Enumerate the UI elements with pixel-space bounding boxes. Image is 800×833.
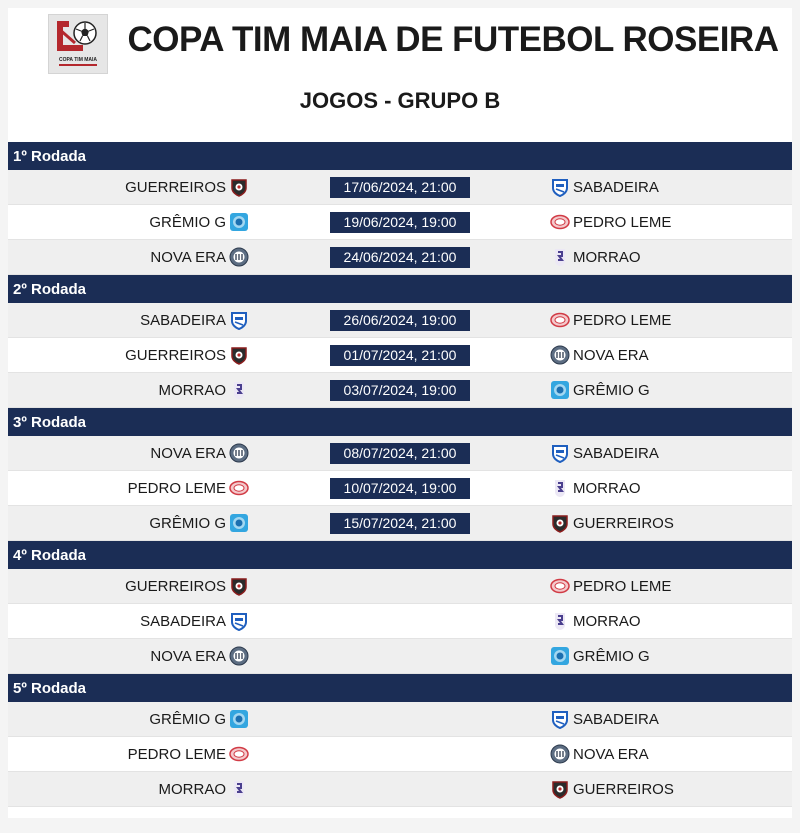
away-team-name: PEDRO LEME bbox=[573, 577, 672, 595]
away-team bbox=[550, 240, 641, 274]
match-row bbox=[8, 436, 792, 471]
away-team bbox=[550, 471, 641, 505]
away-team-name: GRÊMIO G bbox=[573, 381, 650, 399]
home-team bbox=[149, 702, 249, 736]
match-datetime: 01/07/2024, 21:00 bbox=[330, 345, 470, 366]
away-team-name: SABADEIRA bbox=[573, 710, 659, 728]
home-team bbox=[150, 639, 249, 673]
match-row bbox=[8, 205, 792, 240]
home-team-name: SABADEIRA bbox=[140, 311, 226, 329]
match-datetime: 19/06/2024, 19:00 bbox=[330, 212, 470, 233]
match-datetime: 03/07/2024, 19:00 bbox=[330, 380, 470, 401]
away-team bbox=[550, 639, 650, 673]
home-team-name: GRÊMIO G bbox=[149, 514, 226, 532]
home-team-name: PEDRO LEME bbox=[127, 745, 226, 763]
away-team bbox=[550, 205, 671, 239]
rounds-list bbox=[8, 142, 792, 807]
team-crest-icon bbox=[229, 212, 249, 232]
team-crest-icon bbox=[229, 709, 249, 729]
away-team-name: MORRAO bbox=[573, 612, 641, 630]
home-team bbox=[150, 436, 249, 470]
round-header: 2º Rodada bbox=[8, 275, 792, 303]
team-crest-icon bbox=[550, 576, 570, 596]
away-team-name: SABADEIRA bbox=[573, 444, 659, 462]
soccer-ball-icon bbox=[49, 15, 107, 73]
team-crest-icon bbox=[229, 779, 249, 799]
home-team-name: SABADEIRA bbox=[140, 612, 226, 630]
home-team bbox=[149, 506, 249, 540]
team-crest-icon bbox=[229, 646, 249, 666]
round-header: 3º Rodada bbox=[8, 408, 792, 436]
home-team bbox=[159, 772, 250, 806]
home-team bbox=[128, 471, 249, 505]
away-team-name: GRÊMIO G bbox=[573, 647, 650, 665]
team-crest-icon bbox=[229, 177, 249, 197]
match-row bbox=[8, 373, 792, 408]
match-row bbox=[8, 702, 792, 737]
team-crest-icon bbox=[229, 310, 249, 330]
team-crest-icon bbox=[229, 478, 249, 498]
away-team-name: PEDRO LEME bbox=[573, 213, 672, 231]
team-crest-icon bbox=[229, 345, 249, 365]
schedule-sheet bbox=[8, 8, 792, 818]
team-crest-icon bbox=[550, 345, 570, 365]
away-team bbox=[550, 702, 659, 736]
away-team bbox=[550, 772, 674, 806]
home-team bbox=[150, 240, 249, 274]
home-team-name: GUERREIROS bbox=[125, 577, 226, 595]
page-title: COPA TIM MAIA DE FUTEBOL ROSEIRA bbox=[127, 20, 779, 59]
away-team bbox=[550, 506, 674, 540]
away-team-name: MORRAO bbox=[573, 479, 641, 497]
team-crest-icon bbox=[550, 744, 570, 764]
home-team-name: NOVA ERA bbox=[150, 444, 226, 462]
home-team bbox=[125, 569, 249, 603]
team-crest-icon bbox=[550, 380, 570, 400]
page-subtitle: JOGOS - GRUPO B bbox=[299, 88, 501, 113]
match-row bbox=[8, 170, 792, 205]
team-crest-icon bbox=[550, 443, 570, 463]
logo-text: COPA TIM MAIA bbox=[58, 57, 98, 63]
match-row bbox=[8, 338, 792, 373]
team-crest-icon bbox=[550, 247, 570, 267]
home-team-name: GUERREIROS bbox=[125, 178, 226, 196]
match-row bbox=[8, 604, 792, 639]
team-crest-icon bbox=[229, 247, 249, 267]
home-team-name: GUERREIROS bbox=[125, 346, 226, 364]
home-team bbox=[125, 170, 249, 204]
match-datetime: 15/07/2024, 21:00 bbox=[330, 513, 470, 534]
home-team-name: MORRAO bbox=[158, 381, 226, 399]
away-team-name: MORRAO bbox=[573, 248, 641, 266]
match-datetime: 10/07/2024, 19:00 bbox=[330, 478, 470, 499]
home-team-name: NOVA ERA bbox=[150, 647, 226, 665]
match-datetime: 17/06/2024, 21:00 bbox=[330, 177, 470, 198]
match-row bbox=[8, 471, 792, 506]
match-row bbox=[8, 569, 792, 604]
page-header bbox=[8, 8, 792, 142]
home-team bbox=[128, 737, 249, 771]
team-crest-icon bbox=[550, 513, 570, 533]
tournament-logo bbox=[48, 14, 108, 74]
away-team-name: NOVA ERA bbox=[573, 346, 649, 364]
team-crest-icon bbox=[229, 443, 249, 463]
team-crest-icon bbox=[550, 212, 570, 232]
team-crest-icon bbox=[229, 513, 249, 533]
match-row bbox=[8, 240, 792, 275]
home-team bbox=[125, 338, 249, 372]
away-team bbox=[550, 170, 659, 204]
team-crest-icon bbox=[550, 709, 570, 729]
away-team-name: GUERREIROS bbox=[573, 514, 674, 532]
away-team bbox=[550, 436, 659, 470]
match-datetime: 24/06/2024, 21:00 bbox=[330, 247, 470, 268]
team-crest-icon bbox=[229, 576, 249, 596]
home-team bbox=[149, 205, 249, 239]
home-team-name: MORRAO bbox=[158, 780, 226, 798]
away-team-name: GUERREIROS bbox=[573, 780, 674, 798]
match-row bbox=[8, 772, 792, 807]
team-crest-icon bbox=[550, 646, 570, 666]
home-team-name: PEDRO LEME bbox=[127, 479, 226, 497]
away-team bbox=[550, 569, 671, 603]
home-team bbox=[140, 604, 249, 638]
match-row bbox=[8, 737, 792, 772]
team-crest-icon bbox=[550, 310, 570, 330]
team-crest-icon bbox=[229, 611, 249, 631]
team-crest-icon bbox=[550, 779, 570, 799]
team-crest-icon bbox=[229, 744, 249, 764]
round-header: 4º Rodada bbox=[8, 541, 792, 569]
home-team-name: GRÊMIO G bbox=[149, 213, 226, 231]
away-team bbox=[550, 303, 671, 337]
team-crest-icon bbox=[550, 611, 570, 631]
match-row bbox=[8, 506, 792, 541]
team-crest-icon bbox=[550, 177, 570, 197]
away-team bbox=[550, 604, 641, 638]
home-team bbox=[159, 373, 250, 407]
round-header: 1º Rodada bbox=[8, 142, 792, 170]
away-team bbox=[550, 737, 649, 771]
away-team-name: PEDRO LEME bbox=[573, 311, 672, 329]
away-team bbox=[550, 373, 650, 407]
away-team bbox=[550, 338, 649, 372]
match-row bbox=[8, 639, 792, 674]
round-header: 5º Rodada bbox=[8, 674, 792, 702]
match-datetime: 08/07/2024, 21:00 bbox=[330, 443, 470, 464]
away-team-name: SABADEIRA bbox=[573, 178, 659, 196]
home-team-name: NOVA ERA bbox=[150, 248, 226, 266]
away-team-name: NOVA ERA bbox=[573, 745, 649, 763]
team-crest-icon bbox=[229, 380, 249, 400]
team-crest-icon bbox=[550, 478, 570, 498]
home-team-name: GRÊMIO G bbox=[149, 710, 226, 728]
home-team bbox=[140, 303, 249, 337]
match-datetime: 26/06/2024, 19:00 bbox=[330, 310, 470, 331]
match-row bbox=[8, 303, 792, 338]
